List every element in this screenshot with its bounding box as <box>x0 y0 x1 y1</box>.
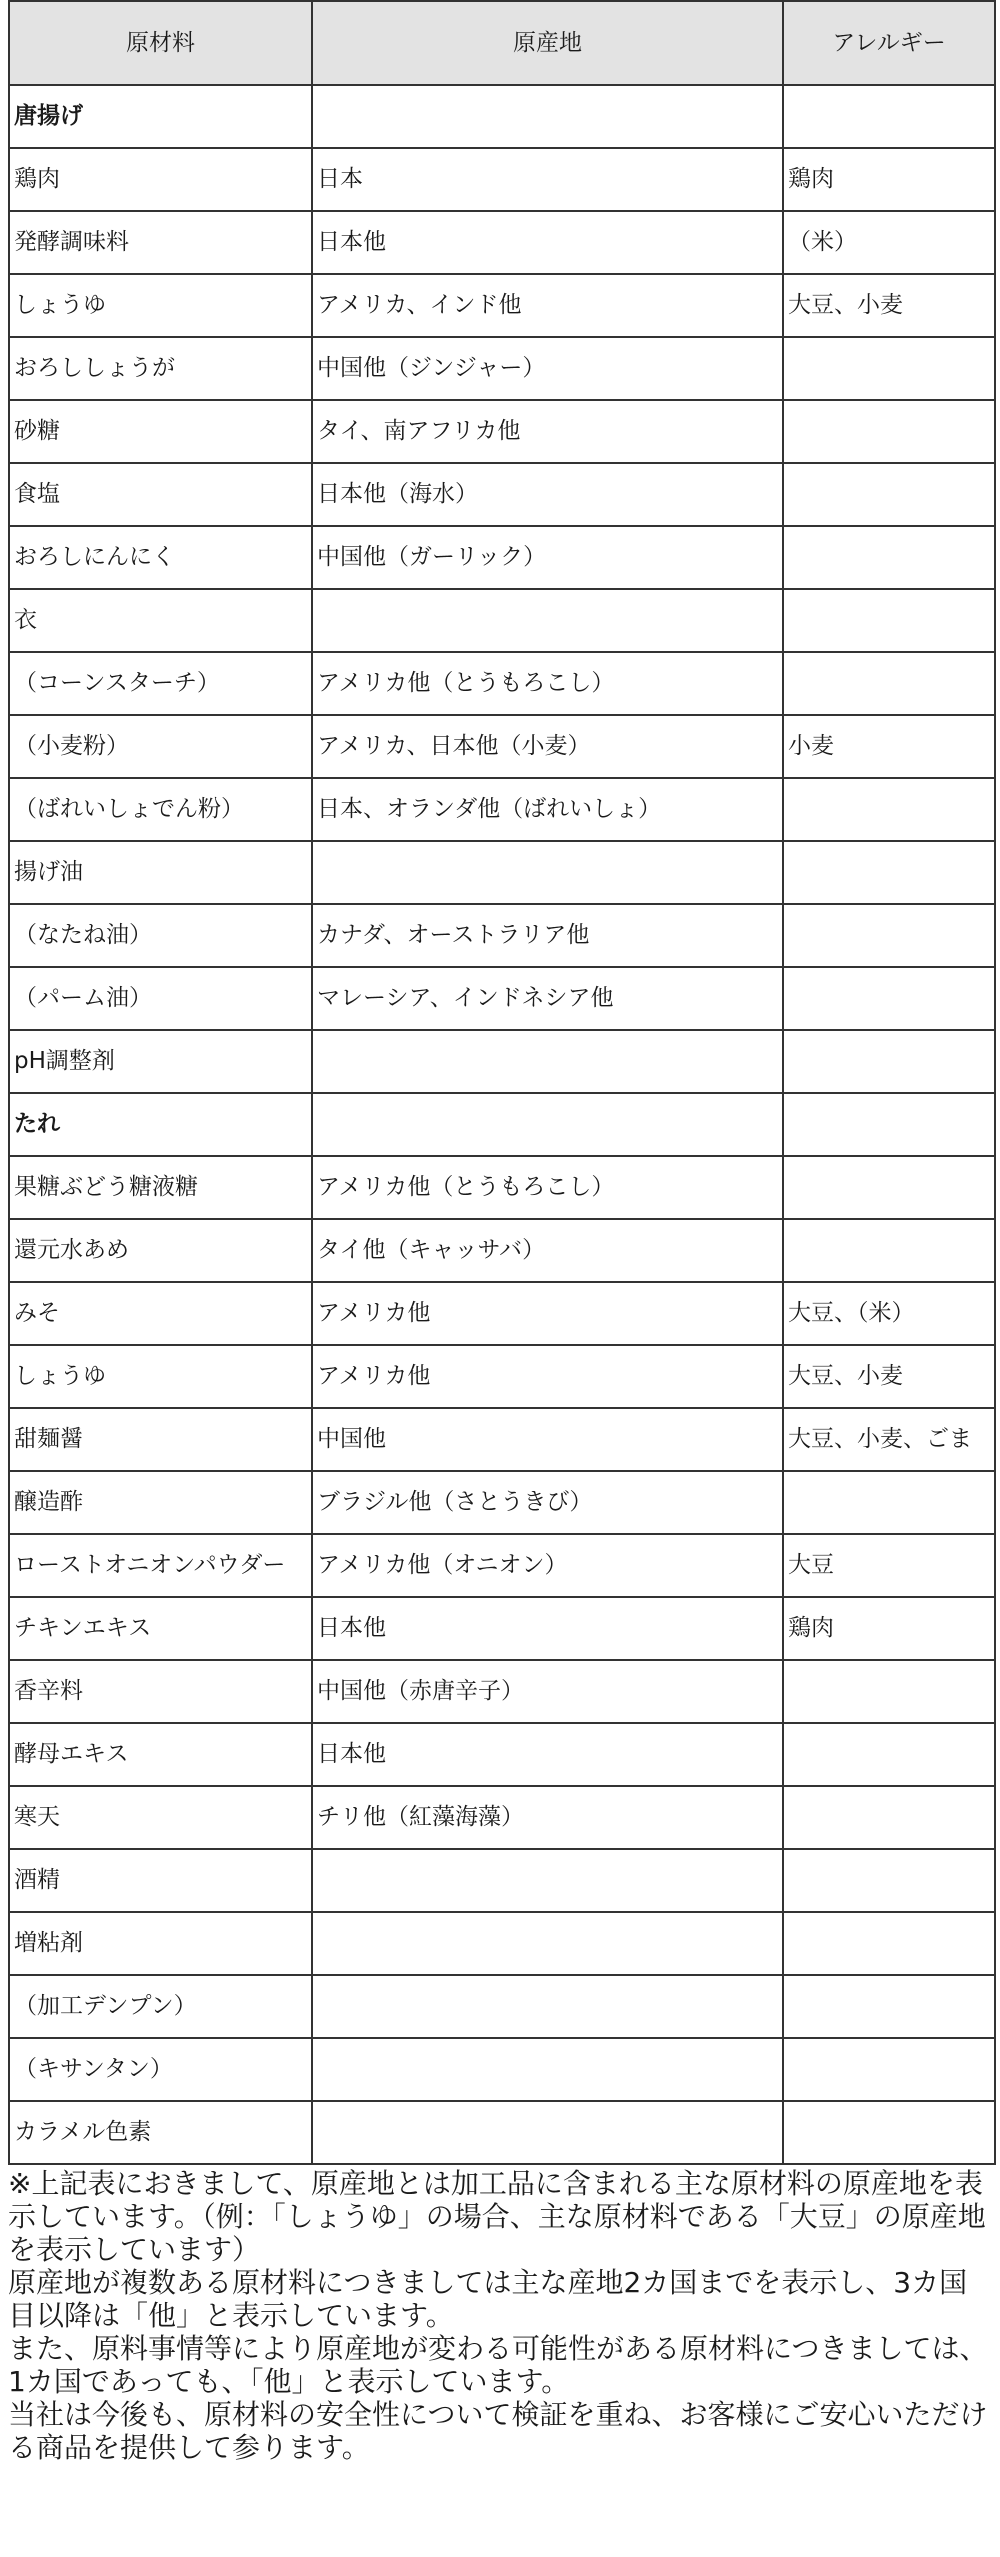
allergy-cell <box>783 337 995 400</box>
material-cell: （ばれいしょでん粉） <box>9 778 312 841</box>
allergy-cell <box>783 1786 995 1849</box>
origin-cell: 日本他（海水） <box>312 463 783 526</box>
table-row <box>9 904 995 967</box>
table-row <box>9 211 995 274</box>
material-cell: 酵母エキス <box>9 1723 312 1786</box>
table-row <box>9 1093 995 1156</box>
origin-cell <box>312 841 783 904</box>
origin-cell: タイ他（キャッサバ） <box>312 1219 783 1282</box>
allergy-cell <box>783 400 995 463</box>
origin-cell <box>312 589 783 652</box>
table-row <box>9 715 995 778</box>
table-row <box>9 589 995 652</box>
allergy-cell <box>783 2038 995 2101</box>
material-cell: ローストオニオンパウダー <box>9 1534 312 1597</box>
material-cell: 香辛料 <box>9 1660 312 1723</box>
origin-cell: 中国他 <box>312 1408 783 1471</box>
allergy-cell <box>783 526 995 589</box>
material-cell: おろししょうが <box>9 337 312 400</box>
material-cell: カラメル色素 <box>9 2101 312 2164</box>
origin-cell: 日本他 <box>312 1597 783 1660</box>
allergy-cell <box>783 1723 995 1786</box>
material-cell: （コーンスターチ） <box>9 652 312 715</box>
allergy-cell <box>783 589 995 652</box>
table-row <box>9 463 995 526</box>
origin-cell <box>312 1975 783 2038</box>
allergy-cell <box>783 1030 995 1093</box>
material-cell: （なたね油） <box>9 904 312 967</box>
table-row <box>9 778 995 841</box>
origin-cell: 日本、オランダ他（ばれいしょ） <box>312 778 783 841</box>
origin-cell <box>312 1849 783 1912</box>
allergy-cell <box>783 1219 995 1282</box>
material-cell: 果糖ぶどう糖液糖 <box>9 1156 312 1219</box>
table-row <box>9 1471 995 1534</box>
table-row <box>9 1660 995 1723</box>
table-row <box>9 1975 995 2038</box>
material-cell: 還元水あめ <box>9 1219 312 1282</box>
origin-cell: アメリカ他 <box>312 1282 783 1345</box>
allergy-cell <box>783 1156 995 1219</box>
allergy-cell <box>783 1849 995 1912</box>
material-cell: 酒精 <box>9 1849 312 1912</box>
origin-cell: アメリカ他（オニオン） <box>312 1534 783 1597</box>
table-row <box>9 1723 995 1786</box>
material-cell: 発酵調味料 <box>9 211 312 274</box>
material-cell: 鶏肉 <box>9 148 312 211</box>
material-cell: おろしにんにく <box>9 526 312 589</box>
origin-cell: アメリカ他（とうもろこし） <box>312 1156 783 1219</box>
origin-cell <box>312 1093 783 1156</box>
origin-cell: 中国他（赤唐辛子） <box>312 1660 783 1723</box>
material-cell: （小麦粉） <box>9 715 312 778</box>
material-cell: 増粘剤 <box>9 1912 312 1975</box>
table-row <box>9 1282 995 1345</box>
note-paragraph: ※上記表におきまして、原産地とは加工品に含まれる主な原材料の原産地を表示しています。（例：「しょうゆ」の場合、主な原材料である「大豆」の原産地を表示しています） <box>8 2167 986 2266</box>
table-row <box>9 1597 995 1660</box>
material-cell: 砂糖 <box>9 400 312 463</box>
origin-cell <box>312 85 783 148</box>
allergy-cell: 鶏肉 <box>783 148 995 211</box>
origin-cell: チリ他（紅藻海藻） <box>312 1786 783 1849</box>
material-cell: 衣 <box>9 589 312 652</box>
table-row <box>9 526 995 589</box>
table-row <box>9 1786 995 1849</box>
table-row <box>9 337 995 400</box>
allergy-cell <box>783 463 995 526</box>
material-cell: 食塩 <box>9 463 312 526</box>
table-row <box>9 967 995 1030</box>
table-row <box>9 400 995 463</box>
header-row <box>9 1 995 85</box>
origin-cell: ブラジル他（さとうきび） <box>312 1471 783 1534</box>
material-cell: 甜麺醤 <box>9 1408 312 1471</box>
origin-cell: カナダ、オーストラリア他 <box>312 904 783 967</box>
material-cell: （パーム油） <box>9 967 312 1030</box>
table-row <box>9 1030 995 1093</box>
origin-cell: アメリカ、日本他（小麦） <box>312 715 783 778</box>
origin-cell: タイ、南アフリカ他 <box>312 400 783 463</box>
material-cell: たれ <box>9 1093 312 1156</box>
table-row <box>9 2038 995 2101</box>
header-origin: 原産地 <box>312 1 783 85</box>
table-row <box>9 1345 995 1408</box>
origin-cell: 中国他（ガーリック） <box>312 526 783 589</box>
origin-cell: アメリカ他（とうもろこし） <box>312 652 783 715</box>
allergy-cell: 鶏肉 <box>783 1597 995 1660</box>
table-header <box>9 1 995 85</box>
origin-cell <box>312 2038 783 2101</box>
allergy-cell: 大豆、小麦 <box>783 274 995 337</box>
table-row <box>9 1219 995 1282</box>
origin-cell: 中国他（ジンジャー） <box>312 337 783 400</box>
allergy-cell <box>783 2101 995 2164</box>
allergy-cell <box>783 841 995 904</box>
note-paragraph: 原産地が複数ある原材料につきましては主な産地2カ国までを表示し、3カ国目以降は「他」と表示しています。 <box>8 2266 968 2332</box>
table-row <box>9 2101 995 2164</box>
allergy-cell: 大豆、小麦 <box>783 1345 995 1408</box>
header-material: 原材料 <box>9 1 312 85</box>
origin-cell: マレーシア、インドネシア他 <box>312 967 783 1030</box>
table-row <box>9 841 995 904</box>
origin-cell: アメリカ他 <box>312 1345 783 1408</box>
allergy-cell: 小麦 <box>783 715 995 778</box>
material-cell: 醸造酢 <box>9 1471 312 1534</box>
note-paragraph: また、原料事情等により原産地が変わる可能性がある原材料につきましては、1カ国であっても、「他」と表示しています。 <box>8 2332 988 2398</box>
allergy-cell <box>783 1912 995 1975</box>
allergy-cell <box>783 652 995 715</box>
origin-cell: 日本他 <box>312 211 783 274</box>
material-cell: しょうゆ <box>9 274 312 337</box>
allergy-cell <box>783 1093 995 1156</box>
ingredients-table <box>8 0 996 2165</box>
table-row <box>9 1534 995 1597</box>
allergy-cell <box>783 1660 995 1723</box>
material-cell: （キサンタン） <box>9 2038 312 2101</box>
material-cell: チキンエキス <box>9 1597 312 1660</box>
origin-cell <box>312 1912 783 1975</box>
table-row <box>9 1408 995 1471</box>
allergy-cell <box>783 904 995 967</box>
material-cell: しょうゆ <box>9 1345 312 1408</box>
material-cell: みそ <box>9 1282 312 1345</box>
note-paragraph: 当社は今後も、原材料の安全性について検証を重ね、お客様にご安心いただける商品を提供して参ります。 <box>8 2398 988 2464</box>
table-body <box>9 85 995 2164</box>
material-cell: （加工デンプン） <box>9 1975 312 2038</box>
allergy-cell <box>783 778 995 841</box>
allergy-cell <box>783 1471 995 1534</box>
material-cell: 唐揚げ <box>9 85 312 148</box>
allergy-cell: 大豆、（米） <box>783 1282 995 1345</box>
table-row <box>9 274 995 337</box>
table-row <box>9 1912 995 1975</box>
allergy-cell: 大豆 <box>783 1534 995 1597</box>
origin-cell <box>312 1030 783 1093</box>
allergy-cell <box>783 85 995 148</box>
table-row <box>9 148 995 211</box>
allergy-cell <box>783 967 995 1030</box>
origin-cell <box>312 2101 783 2164</box>
table-row <box>9 85 995 148</box>
table-row <box>9 1156 995 1219</box>
origin-cell: 日本 <box>312 148 783 211</box>
allergy-cell: （米） <box>783 211 995 274</box>
table-row <box>9 652 995 715</box>
material-cell: pH調整剤 <box>9 1030 312 1093</box>
material-cell: 揚げ油 <box>9 841 312 904</box>
allergy-cell <box>783 1975 995 2038</box>
origin-cell: アメリカ、インド他 <box>312 274 783 337</box>
notes <box>8 2167 994 2464</box>
origin-cell: 日本他 <box>312 1723 783 1786</box>
allergy-cell: 大豆、小麦、ごま <box>783 1408 995 1471</box>
material-cell: 寒天 <box>9 1786 312 1849</box>
header-allergy: アレルギー <box>783 1 995 85</box>
table-row <box>9 1849 995 1912</box>
